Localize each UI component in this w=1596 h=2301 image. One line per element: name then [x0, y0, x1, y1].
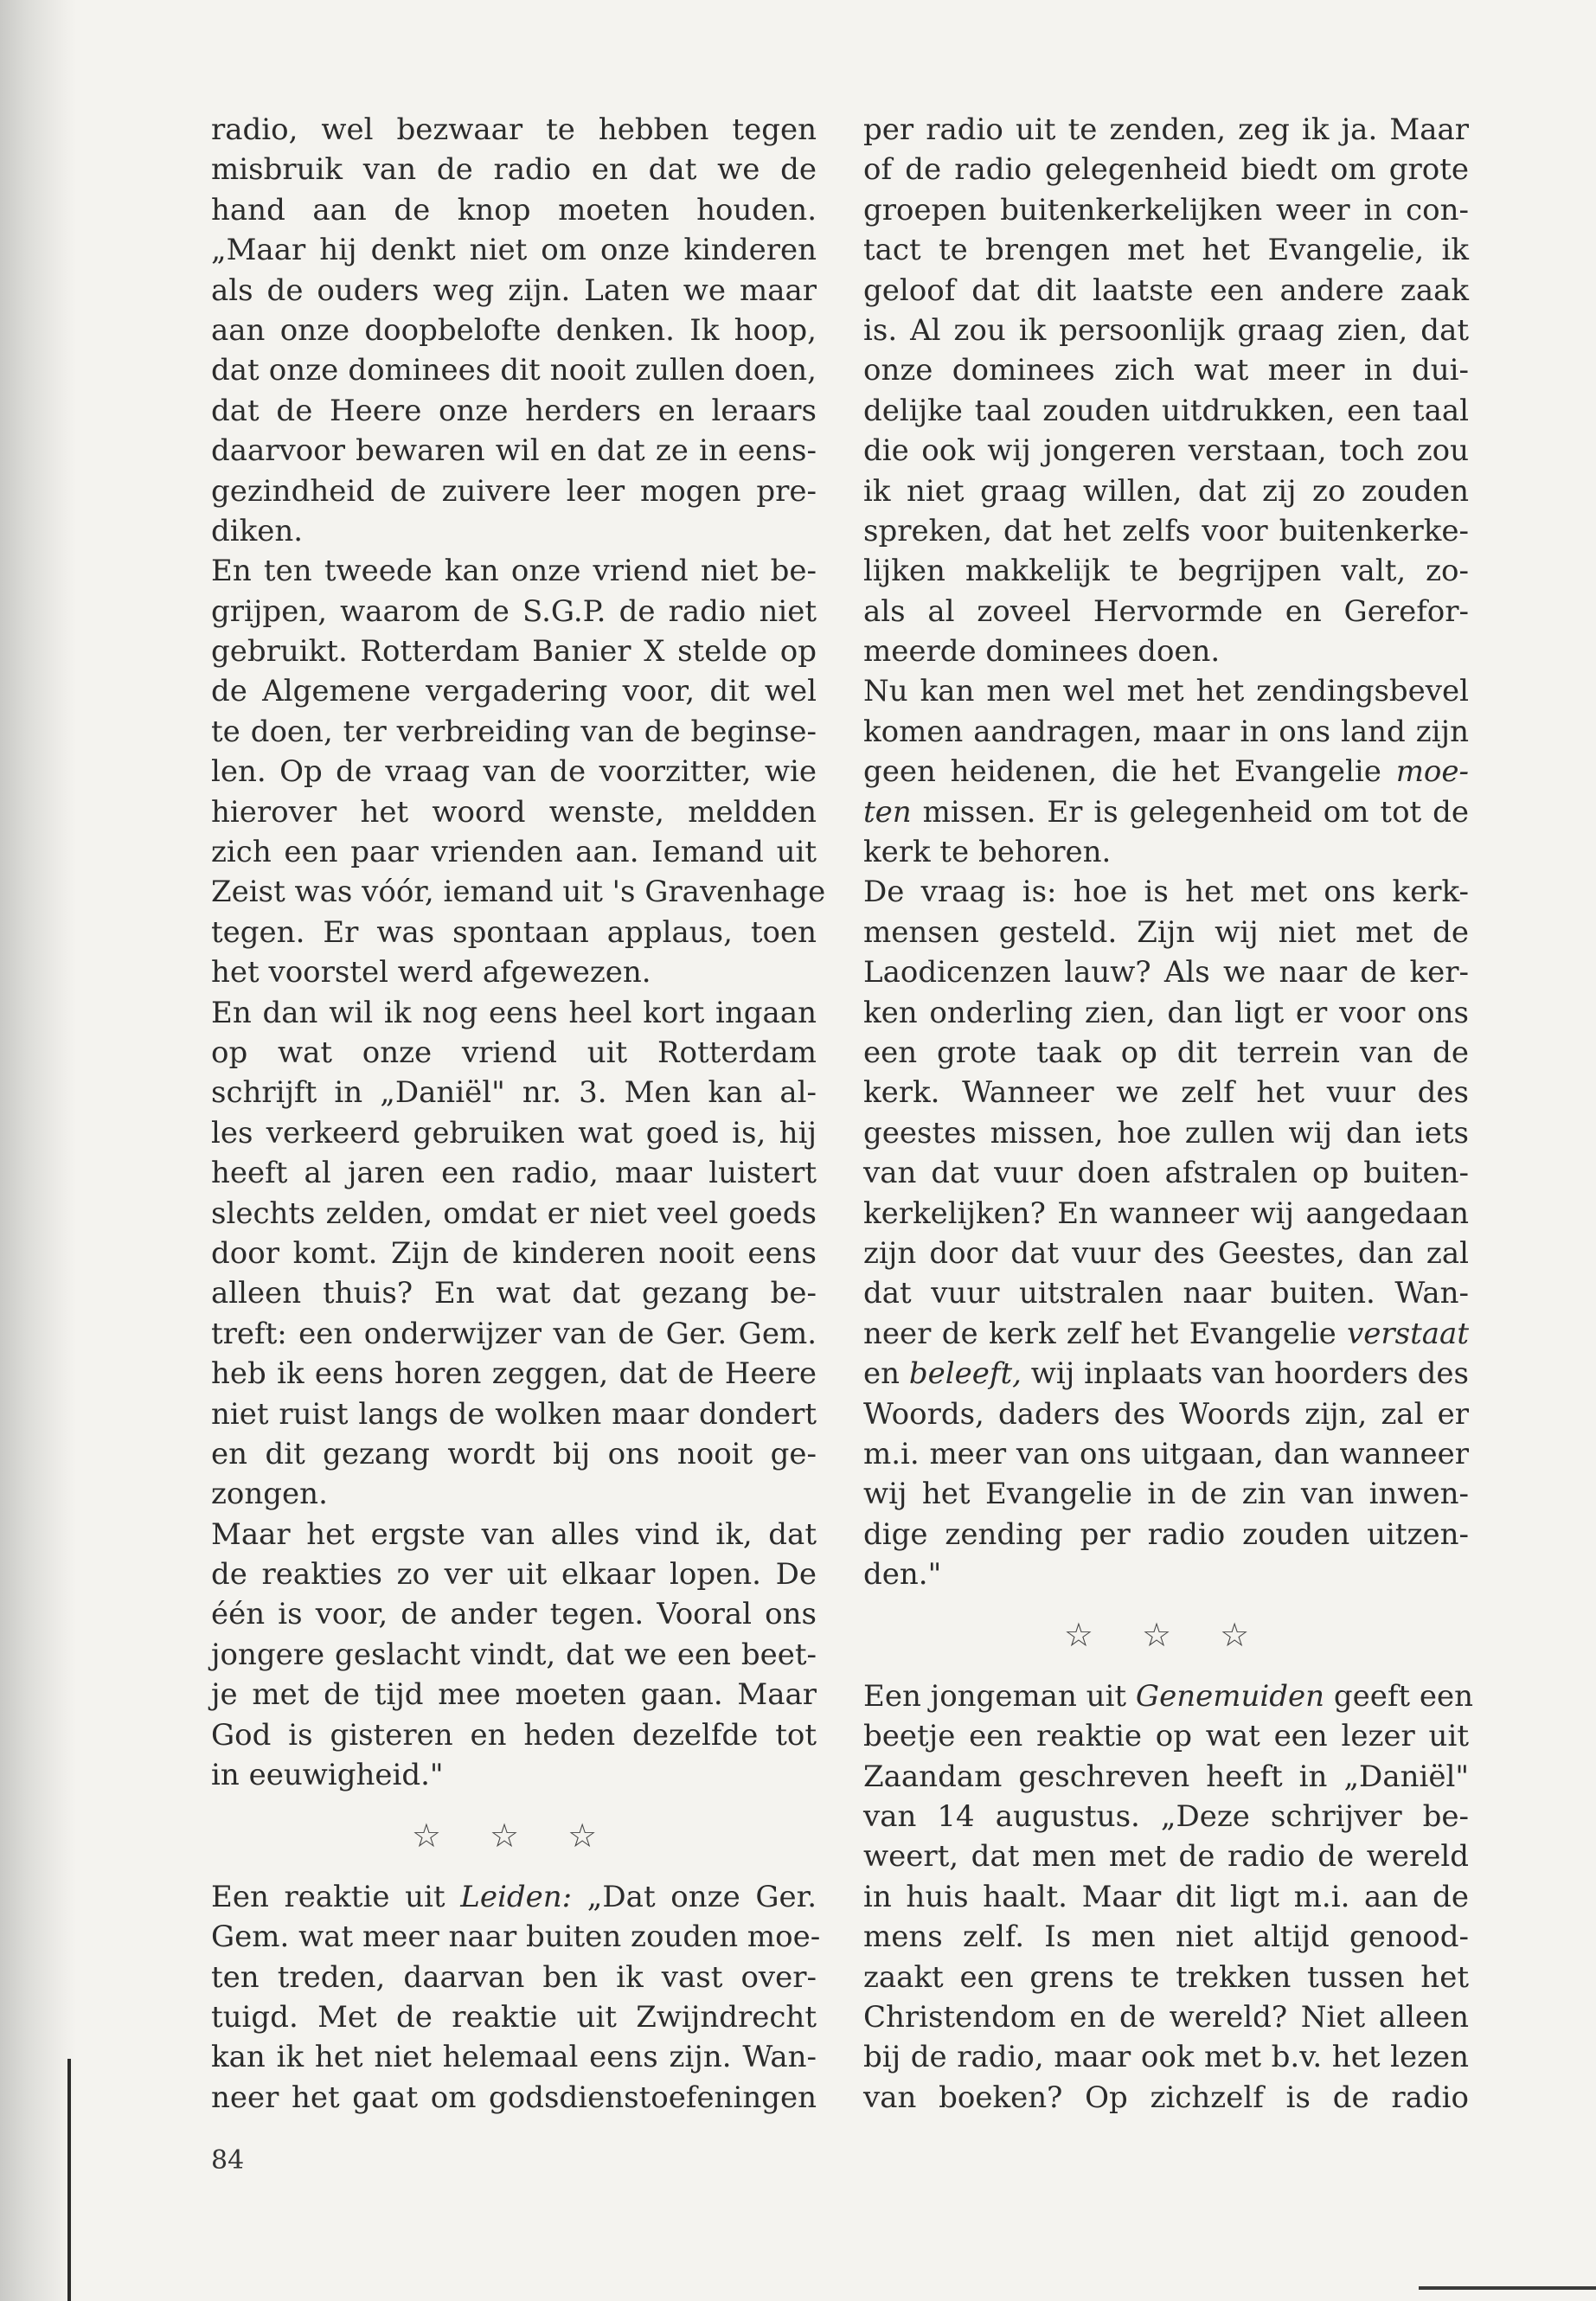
text-line: kerk te behoren.	[863, 835, 1112, 870]
text-line: als de ouders weg zijn. Laten we maar	[211, 272, 817, 308]
text-line: tuigd. Met de reaktie uit Zwijndrecht	[211, 1999, 817, 2035]
text-line: treft: een onderwijzer van de Ger. Gem.	[211, 1316, 817, 1351]
text-line: de Algemene vergadering voor, dit wel	[211, 674, 817, 709]
text-line: kerkelijken? En wanneer wij aangedaan	[863, 1195, 1469, 1231]
spacer	[863, 1594, 1469, 1615]
text-line: diken.	[211, 513, 304, 548]
text-line: Gem. wat meer naar buiten zouden moe-	[211, 1920, 821, 1955]
text-line: spreken, dat het zelfs voor buitenkerke-	[863, 513, 1469, 548]
right-column	[863, 110, 1474, 2118]
text-line: ten treden, daarvan ben ik vast over-	[211, 1959, 817, 1995]
text-line: te doen, ter verbreiding van de beginse-	[211, 714, 817, 749]
text-line: groepen buitenkerkelijken weer in con-	[863, 192, 1469, 228]
text-line: alleen thuis? En wat dat gezang be-	[211, 1276, 817, 1311]
text-line: heeft al jaren een radio, maar luistert	[211, 1156, 817, 1191]
text-line: Laodicenzen lauw? Als we naar de ker-	[863, 955, 1469, 990]
text-line: gezindheid de zuivere leer mogen pre-	[211, 473, 817, 509]
text-line: en beleeft, wij inplaats van hoorders des	[863, 1356, 1470, 1392]
text-line: van 14 augustus. „Deze schrijver be-	[863, 1799, 1469, 1835]
text-line: bij de radio, maar ook met b.v. het lezen	[863, 2040, 1469, 2075]
text-line: Christendom en de wereld? Niet alleen	[863, 1999, 1469, 2035]
genemuiden-reaction	[863, 1676, 1474, 2118]
text-line: het voorstel werd afgewezen.	[211, 955, 651, 990]
section-separator-stars: ☆ ☆ ☆	[411, 1817, 617, 1856]
emphasis-text: beleeft,	[908, 1356, 1022, 1392]
text-line: heb ik eens horen zeggen, dat de Heere	[211, 1356, 817, 1392]
emphasis-text: moe-	[1395, 754, 1470, 790]
text-line: ten missen. Er is gelegenheid om tot de	[863, 794, 1470, 830]
text-line: tact te brengen met het Evangelie, ik	[863, 233, 1469, 268]
binding-edge-line	[67, 2059, 71, 2301]
text-line: ken onderling zien, dan ligt er voor ons	[863, 995, 1469, 1030]
left-text-block	[211, 110, 826, 1795]
text-line: zaakt een grens te trekken tussen het	[863, 1959, 1469, 1995]
text-line: in eeuwigheid."	[211, 1758, 444, 1793]
text-line: De vraag is: hoe is het met ons kerk-	[863, 875, 1469, 910]
emphasis-text: ten	[863, 794, 912, 830]
text-line: beetje een reaktie op wat een lezer uit	[863, 1719, 1469, 1754]
text-line: dat onze dominees dit nooit zullen doen,	[211, 353, 817, 388]
text-line: door komt. Zijn de kinderen nooit eens	[211, 1235, 817, 1271]
text-line: schrijft in „Daniël" nr. 3. Men kan al-	[211, 1075, 817, 1111]
right-text-block	[863, 110, 1469, 1594]
text-line: misbruik van de radio en dat we de	[211, 152, 817, 188]
text-line: wij het Evangelie in de zin van inwen-	[863, 1477, 1469, 1512]
text-line: kan ik het niet helemaal eens zijn. Wan-	[211, 2040, 817, 2075]
text-line: den."	[863, 1557, 942, 1593]
text-line: Woords, daders des Woords zijn, zal er	[863, 1396, 1469, 1432]
text-line: len. Op de vraag van de voorzitter, wie	[211, 754, 817, 790]
text-line: geen heidenen, die het Evangelie moe-	[863, 754, 1470, 790]
text-line: zongen.	[211, 1477, 328, 1512]
text-line: Een reaktie uit Leiden: „Dat onze Ger.	[211, 1879, 817, 1914]
text-line: of de radio gelegenheid biedt om grote	[863, 152, 1469, 188]
text-line: komen aandragen, maar in ons land zijn	[863, 714, 1469, 749]
text-line: neer het gaat om godsdienstoefeningen	[211, 2080, 817, 2115]
text-line: les verkeerd gebruiken wat goed is, hij	[211, 1115, 817, 1150]
text-line: niet ruist langs de wolken maar dondert	[211, 1396, 817, 1432]
text-line: dat vuur uitstralen naar buiten. Wan-	[863, 1276, 1469, 1311]
text-line: slechts zelden, omdat er niet veel goeds	[211, 1195, 817, 1231]
text-line: God is gisteren en heden dezelfde tot	[211, 1717, 817, 1753]
text-line: kerk. Wanneer we zelf het vuur des	[863, 1075, 1469, 1111]
text-line: radio, wel bezwaar te hebben tegen	[211, 112, 817, 147]
text-line: En ten tweede kan onze vriend niet be-	[211, 554, 817, 589]
text-line: geestes missen, hoe zullen wij dan iets	[863, 1115, 1469, 1150]
text-line: m.i. meer van ons uitgaan, dan wanneer	[863, 1436, 1469, 1471]
text-line: die ook wij jongeren verstaan, toch zou	[863, 433, 1469, 469]
text-line: Zaandam geschreven heeft in „Daniël"	[863, 1759, 1469, 1794]
text-line: van boeken? Op zichzelf is de radio	[863, 2080, 1469, 2115]
page-bottom-edge	[1419, 2286, 1596, 2290]
text-line: Zeist was vóór, iemand uit 's Gravenhage	[211, 875, 826, 910]
text-line: per radio uit te zenden, zeg ik ja. Maar	[863, 112, 1469, 147]
text-line: neer de kerk zelf het Evangelie verstaat	[863, 1316, 1469, 1351]
spacer	[211, 1795, 817, 1816]
text-line: onze dominees zich wat meer in dui-	[863, 353, 1469, 388]
emphasis-text: verstaat	[1347, 1316, 1469, 1351]
text-line: zijn door dat vuur des Geestes, dan zal	[863, 1235, 1469, 1271]
text-line: gebruikt. Rotterdam Banier X stelde op	[211, 634, 817, 670]
text-line: hand aan de knop moeten houden.	[211, 192, 817, 228]
text-line: in huis haalt. Maar dit ligt m.i. aan de	[863, 1879, 1469, 1914]
text-line: Maar het ergste van alles vind ik, dat	[211, 1516, 817, 1552]
text-line: En dan wil ik nog eens heel kort ingaan	[211, 995, 817, 1030]
text-line: op wat onze vriend uit Rotterdam	[211, 1035, 817, 1070]
text-line: zich een paar vrienden aan. Iemand uit	[211, 835, 817, 870]
spacer	[211, 1856, 817, 1877]
text-line: en dit gezang wordt bij ons nooit ge-	[211, 1436, 817, 1471]
text-line: is. Al zou ik persoonlijk graag zien, dat	[863, 312, 1469, 348]
text-line: Nu kan men wel met het zendingsbevel	[863, 674, 1469, 709]
text-line: Een jongeman uit Genemuiden geeft een	[863, 1678, 1474, 1714]
text-line: grijpen, waarom de S.G.P. de radio niet	[211, 593, 817, 629]
text-line: een grote taak op dit terrein van de	[863, 1035, 1469, 1070]
spacer	[863, 1656, 1469, 1676]
page-binding-shadow	[0, 0, 76, 2301]
leiden-reaction	[211, 1877, 821, 2118]
text-line: dat de Heere onze herders en leraars	[211, 393, 817, 428]
text-line: geloof dat dit laatste een andere zaak	[863, 272, 1469, 308]
text-line: weert, dat men met de radio de wereld	[863, 1839, 1469, 1875]
place-name: Genemuiden	[1135, 1678, 1325, 1714]
text-line: lijken makkelijk te begrijpen valt, zo-	[863, 554, 1469, 589]
text-line: meerde dominees doen.	[863, 634, 1221, 670]
section-separator-stars: ☆ ☆ ☆	[1063, 1616, 1269, 1655]
page-number: 84	[211, 2145, 245, 2176]
text-line: één is voor, de ander tegen. Vooral ons	[211, 1597, 817, 1632]
text-line: „Maar hij denkt niet om onze kinderen	[211, 233, 817, 268]
text-line: mens zelf. Is men niet altijd genood-	[863, 1920, 1469, 1955]
text-line: ik niet graag willen, dat zij zo zouden	[863, 473, 1469, 509]
text-line: aan onze doopbelofte denken. Ik hoop,	[211, 312, 817, 348]
text-line: hierover het woord wenste, meldden	[211, 794, 817, 830]
text-line: dige zending per radio zouden uitzen-	[863, 1516, 1469, 1552]
place-name: Leiden:	[460, 1879, 573, 1914]
left-column	[211, 110, 826, 2118]
text-line: van dat vuur doen afstralen op buiten-	[863, 1156, 1469, 1191]
text-line: delijke taal zouden uitdrukken, een taal	[863, 393, 1469, 428]
text-line: als al zoveel Hervormde en Gerefor-	[863, 593, 1469, 629]
text-line: daarvoor bewaren wil en dat ze in eens-	[211, 433, 817, 469]
text-line: je met de tijd mee moeten gaan. Maar	[211, 1677, 817, 1713]
text-line: jongere geslacht vindt, dat we een beet-	[211, 1637, 817, 1672]
text-line: de reakties zo ver uit elkaar lopen. De	[211, 1557, 817, 1593]
text-line: tegen. Er was spontaan applaus, toen	[211, 914, 817, 950]
text-line: mensen gesteld. Zijn wij niet met de	[863, 914, 1469, 950]
